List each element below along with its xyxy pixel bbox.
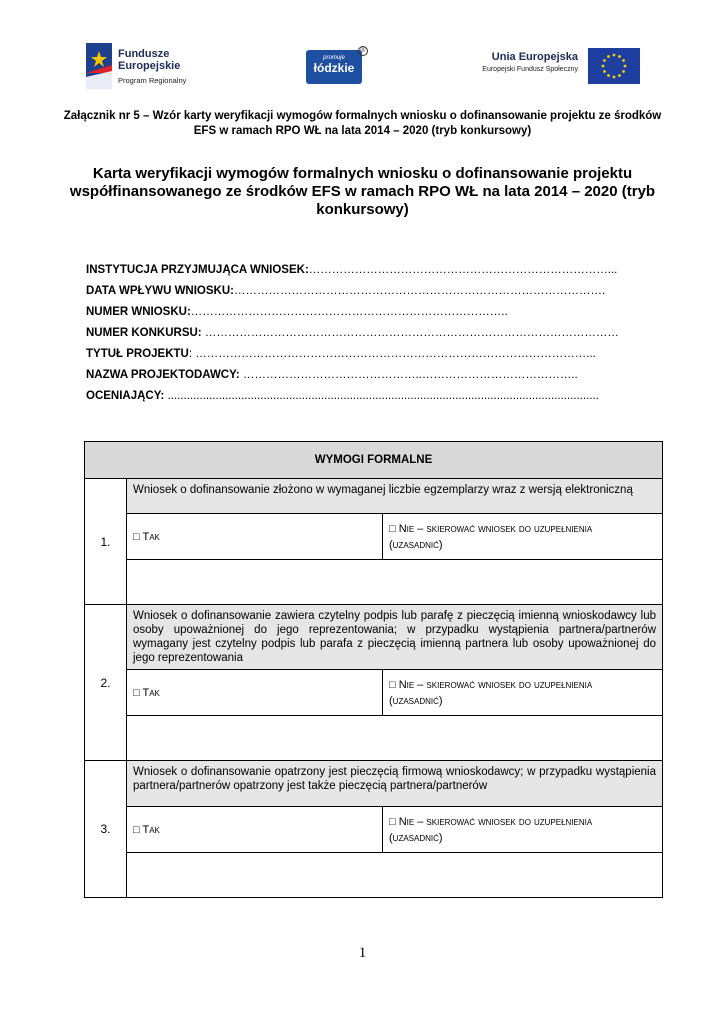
eu-star-icon <box>613 76 616 79</box>
field-label: OCENIAJĄCY: <box>86 390 165 402</box>
ue-title: Unia Europejska <box>491 51 578 63</box>
page-number: 1 <box>358 945 367 961</box>
ue-sub: Europejski Fundusz Społeczny <box>482 66 578 73</box>
field-dots[interactable]: ……………………………………………………………………... <box>308 264 618 276</box>
eu-star-icon <box>613 54 616 57</box>
ue-text <box>482 51 578 73</box>
promuje-lodzkie-logo <box>306 50 362 84</box>
field-instytucja <box>86 260 646 281</box>
field-label: TYTUŁ PROJEKTU <box>86 348 189 360</box>
field-dots[interactable]: ……………………………………………………………………………………. <box>233 285 606 297</box>
checkbox-tak[interactable]: □ Tak <box>127 807 383 853</box>
eu-star-icon <box>622 70 625 73</box>
field-nazwa-projektodawcy <box>86 365 646 386</box>
field-oceniajacy <box>86 386 646 407</box>
eu-star-icon <box>607 74 610 77</box>
nie-label: □ Nie – skierować wniosek do uzupełnienia <box>389 678 593 691</box>
eu-star-icon <box>602 65 605 68</box>
nie-label: □ Nie – skierować wniosek do uzupełnienia <box>389 815 593 828</box>
fe-sub: Program Regionalny <box>118 76 187 85</box>
eu-star-icon <box>603 70 606 73</box>
field-numer-konkursu <box>86 323 646 344</box>
unia-europejska-logo <box>470 48 640 88</box>
eu-star-icon <box>607 55 610 58</box>
eu-star-icon <box>618 55 621 58</box>
justification-field[interactable] <box>127 716 663 761</box>
checkbox-nie[interactable] <box>383 807 663 853</box>
fe-star-icon <box>86 43 112 89</box>
eu-star-icon <box>624 65 627 68</box>
field-dots[interactable]: ………………………………………..………………………………….. <box>239 369 578 381</box>
justification-field[interactable] <box>127 560 663 605</box>
fe-line1: Fundusze <box>118 48 170 60</box>
item-question: Wniosek o dofinansowanie złożono w wymaganej liczbie egzemplarzy wraz z wersją elektroniczną <box>127 479 663 514</box>
requirements-table <box>84 441 663 898</box>
registered-icon: ® <box>358 46 368 56</box>
nie-label: □ Nie – skierować wniosek do uzupełnienia <box>389 522 593 535</box>
field-dots[interactable]: ....................................................................................................................................... <box>164 390 599 402</box>
eu-star-icon <box>603 59 606 62</box>
field-label: NUMER KONKURSU: <box>86 327 202 339</box>
metadata-fields <box>86 260 646 407</box>
eu-flag-icon <box>588 48 640 84</box>
table-header: WYMOGI FORMALNE <box>85 442 663 479</box>
field-label: DATA WPŁYWU WNIOSKU: <box>86 285 234 297</box>
checkbox-nie[interactable] <box>383 514 663 560</box>
field-data-wplywu <box>86 281 646 302</box>
fe-line2: Europejskie <box>118 60 181 72</box>
field-label: NUMER WNIOSKU: <box>86 306 191 318</box>
item-question: Wniosek o dofinansowanie opatrzony jest pieczęcią firmową wnioskodawcy; w przypadku wystąpienia partnera/partnerów opatrzony jest także pieczęcią partnera/partnerów <box>127 761 663 807</box>
justification-field[interactable] <box>127 853 663 898</box>
lodz-small: promuje <box>323 55 345 61</box>
checkbox-nie[interactable] <box>383 670 663 716</box>
item-number: 2. <box>85 605 127 761</box>
field-label: INSTYTUCJA PRZYJMUJĄCA WNIOSEK: <box>86 264 309 276</box>
field-label: NAZWA PROJEKTODAWCY: <box>86 369 240 381</box>
field-tytul-projektu <box>86 344 646 365</box>
eu-star-icon <box>622 59 625 62</box>
eu-star-icon <box>618 74 621 77</box>
checkbox-tak[interactable]: □ Tak <box>127 514 383 560</box>
item-question: Wniosek o dofinansowanie zawiera czytelny podpis lub parafę z pieczęcią imienną wnioskodawcy lub osoby upoważnionej do jego reprezentowania; w przypadku wystąpienia partnera/partnerów wymagany jest czytelny podpis lub parafa z pieczęcią imienną partnera lub osoby upoważnionej do jego reprezentowania <box>127 605 663 670</box>
lodz-big: łódzkie <box>313 61 355 75</box>
fundusze-europejskie-logo <box>86 43 216 91</box>
field-dots[interactable]: ……………………………………………………………………………………………… <box>201 327 619 339</box>
checkbox-tak[interactable]: □ Tak <box>127 670 383 716</box>
document-title: Karta weryfikacji wymogów formalnych wniosku o dofinansowanie projektu współfinansowanego ze środków EFS w ramach RPO WŁ na lata 2014 – 2020 (tryb konkursowy) <box>69 165 656 218</box>
field-numer-wniosku <box>86 302 646 323</box>
nie-label-2: (uzasadnić) <box>389 831 443 844</box>
item-number: 1. <box>85 479 127 605</box>
fe-text <box>118 48 186 87</box>
logo-bar <box>0 40 725 92</box>
field-dots[interactable]: ……………………………………………………………………….. <box>190 306 508 318</box>
document-subtitle: Załącznik nr 5 – Wzór karty weryfikacji wymogów formalnych wniosku o dofinansowanie projektu ze środków EFS w ramach RPO WŁ na lata 2014 – 2020 (tryb konkursowy) <box>63 110 662 137</box>
nie-label-2: (uzasadnić) <box>389 538 443 551</box>
nie-label-2: (uzasadnić) <box>389 694 443 707</box>
item-number: 3. <box>85 761 127 898</box>
field-dots[interactable]: : …………………………………………………………………………………………... <box>188 348 596 360</box>
